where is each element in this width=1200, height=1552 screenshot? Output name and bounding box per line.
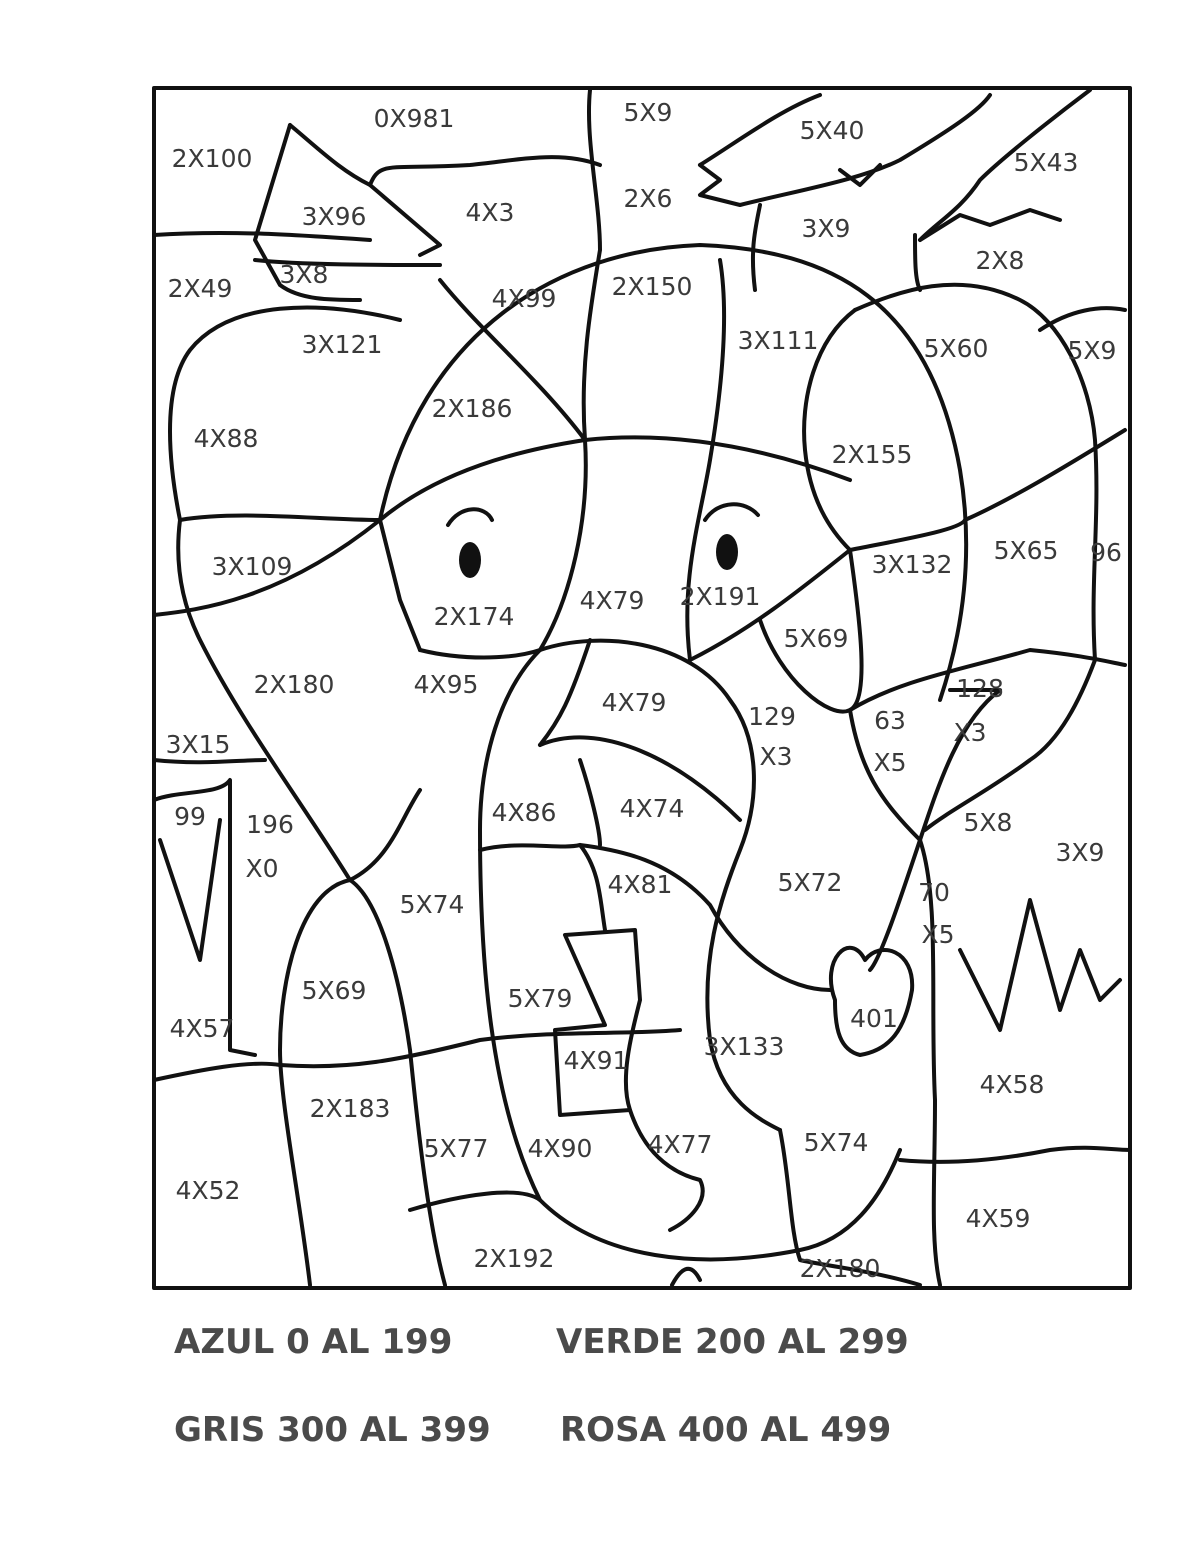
region-label: 3X133 — [703, 1032, 785, 1061]
bg-line-15 — [850, 550, 920, 840]
region-label: 4X86 — [491, 798, 557, 827]
region-label: 4X52 — [175, 1176, 241, 1205]
region-label: 2X191 — [679, 582, 761, 611]
region-labels — [166, 98, 1122, 1283]
bg-line-4 — [370, 185, 440, 255]
region-label: 4X91 — [563, 1046, 629, 1075]
grass-line — [960, 900, 1120, 1030]
leaf-5 — [920, 210, 1060, 240]
region-label: 96 — [1090, 538, 1122, 567]
region-label: 2X155 — [831, 440, 913, 469]
region-label: 3X9 — [801, 214, 851, 243]
region-label: X3 — [953, 718, 987, 747]
bg-line-36 — [915, 235, 920, 290]
legend-blue: AZUL 0 AL 199 — [174, 1322, 453, 1362]
left-ear-outline — [170, 308, 420, 880]
region-label: 63 — [874, 706, 906, 735]
region-label: 5X79 — [507, 984, 573, 1013]
region-label: 4X79 — [601, 688, 667, 717]
region-label: 5X74 — [803, 1128, 869, 1157]
region-label: 2X8 — [975, 246, 1025, 275]
region-label: X5 — [873, 748, 907, 777]
bg-line-25 — [480, 845, 830, 990]
region-label: 3X96 — [301, 202, 367, 231]
region-label: 4X90 — [527, 1134, 593, 1163]
bg-line-37 — [540, 640, 590, 745]
leaf-1 — [700, 95, 990, 205]
region-label: 128 — [956, 674, 1004, 703]
region-label: 4X95 — [413, 670, 479, 699]
bg-line-23 — [350, 880, 445, 1285]
right-brow — [705, 504, 758, 520]
region-label: 0X981 — [373, 104, 455, 133]
region-label: 4X77 — [647, 1130, 713, 1159]
region-label: 2X180 — [253, 670, 335, 699]
left-eye — [459, 542, 481, 578]
region-label: 4X79 — [579, 586, 645, 615]
region-label: 401 — [850, 1004, 898, 1033]
region-label: 3X15 — [165, 730, 231, 759]
bg-line-19 — [154, 760, 265, 762]
region-label: 5X65 — [993, 536, 1059, 565]
region-label: X0 — [245, 854, 279, 883]
region-label: 70 — [918, 878, 950, 907]
bg-line-33 — [672, 1269, 700, 1285]
region-label: 196 — [246, 810, 294, 839]
region-label: 2X100 — [171, 144, 253, 173]
region-label: 2X180 — [799, 1254, 881, 1283]
region-label: 5X72 — [777, 868, 843, 897]
region-label: 3X8 — [279, 260, 329, 289]
region-label: 129 — [748, 702, 796, 731]
tusk-401-outline — [831, 948, 912, 1055]
region-label: X5 — [921, 920, 955, 949]
bg-line-12 — [180, 516, 420, 650]
region-label: 99 — [174, 802, 206, 831]
region-label: 5X69 — [783, 624, 849, 653]
region-label: 3X121 — [301, 330, 383, 359]
bg-line-2 — [290, 125, 600, 185]
region-label: 4X58 — [979, 1070, 1045, 1099]
region-label: 5X8 — [963, 808, 1013, 837]
region-label: 3X9 — [1055, 838, 1105, 867]
region-label: 5X77 — [423, 1134, 489, 1163]
region-label: 2X174 — [433, 602, 515, 631]
bg-line-34 — [753, 205, 760, 290]
region-label: 4X74 — [619, 794, 685, 823]
legend-green: VERDE 200 AL 299 — [556, 1322, 909, 1362]
bg-line-13 — [420, 650, 540, 658]
region-label: 5X74 — [399, 890, 465, 919]
bg-line-22 — [280, 880, 350, 1285]
legend-gray: GRIS 300 AL 399 — [174, 1410, 491, 1450]
region-label: 4X99 — [491, 284, 557, 313]
region-label: 2X186 — [431, 394, 513, 423]
bg-line-31 — [630, 1110, 703, 1230]
region-label: 2X49 — [167, 274, 233, 303]
region-label: 4X81 — [607, 870, 673, 899]
bg-line-21 — [160, 820, 220, 960]
region-label: 3X132 — [871, 550, 953, 579]
region-label: 4X3 — [465, 198, 515, 227]
region-label: 5X9 — [623, 98, 673, 127]
region-label: 3X111 — [737, 326, 819, 355]
region-label: 5X60 — [923, 334, 989, 363]
region-label: 5X40 — [799, 116, 865, 145]
right-eye — [716, 534, 738, 570]
region-label: 2X150 — [611, 272, 693, 301]
bg-line-26 — [580, 845, 605, 930]
bg-line-38 — [580, 760, 600, 845]
bg-line-10 — [380, 437, 850, 520]
trunk-tip — [555, 930, 640, 1115]
region-label: 5X9 — [1067, 336, 1117, 365]
bg-line-6 — [540, 90, 600, 650]
region-label: 2X192 — [473, 1244, 555, 1273]
region-label: 4X59 — [965, 1204, 1031, 1233]
region-label: 4X57 — [169, 1014, 235, 1043]
region-label: 5X69 — [301, 976, 367, 1005]
region-label: 5X43 — [1013, 148, 1079, 177]
region-label: 3X109 — [211, 552, 293, 581]
region-label: 2X183 — [309, 1094, 391, 1123]
legend-pink: ROSA 400 AL 499 — [560, 1410, 892, 1450]
region-label: 2X6 — [623, 184, 673, 213]
left-brow — [448, 509, 492, 525]
region-label: X3 — [759, 742, 793, 771]
region-label: 4X88 — [193, 424, 259, 453]
bg-line-1 — [154, 233, 370, 240]
